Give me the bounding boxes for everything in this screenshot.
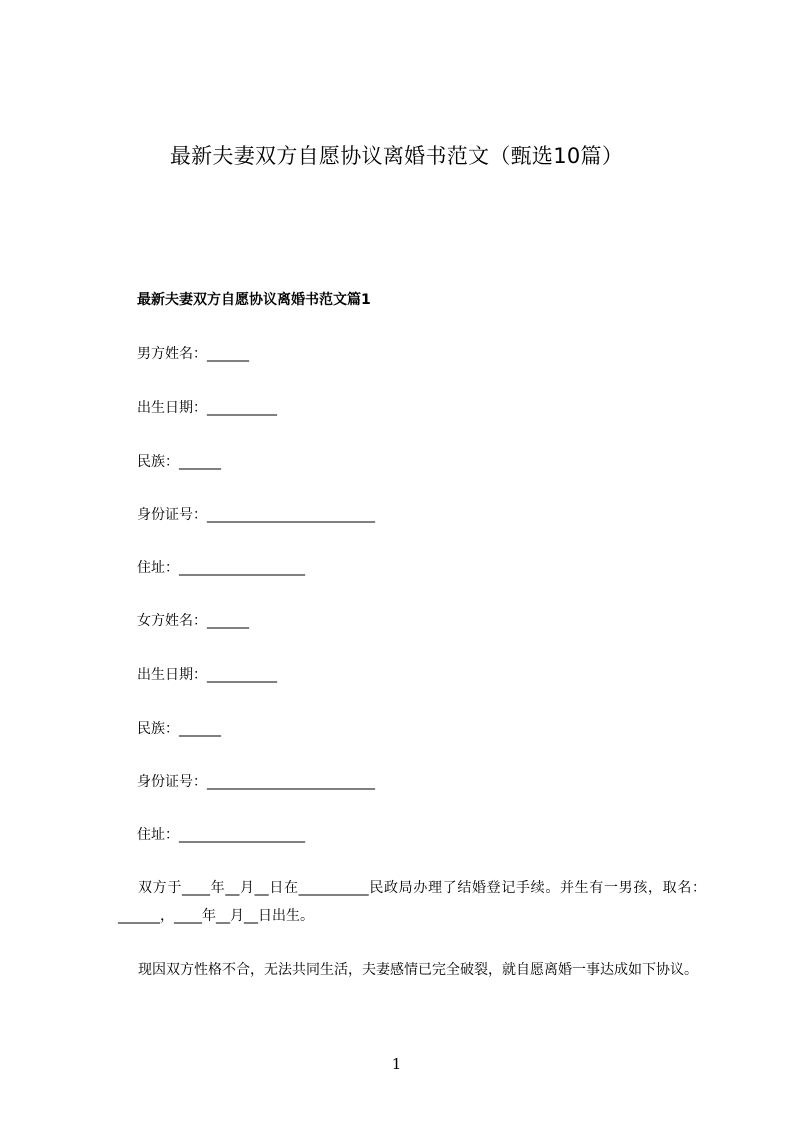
marriage-info-paragraph: 双方于____年__月__日在__________民政局办理了结婚登记手续。并生有一男孩，取名：______，____年__月__日出生。	[118, 880, 706, 924]
document-title: 最新夫妻双方自愿协议离婚书范文（甄选10篇）	[169, 144, 624, 168]
female-address-field: 住址：__________________	[137, 827, 305, 843]
male-id-number-field: 身份证号：________________________	[137, 507, 375, 523]
section-heading: 最新夫妻双方自愿协议离婚书范文篇1	[137, 292, 371, 308]
female-ethnicity-field: 民族：______	[137, 721, 221, 737]
agreement-intro-paragraph: 现因双方性格不合，无法共同生活，夫妻感情已完全破裂，就自愿离婚一事达成如下协议。	[138, 962, 698, 978]
male-birthdate-field: 出生日期：__________	[137, 400, 277, 416]
female-id-number-field: 身份证号：________________________	[137, 774, 375, 790]
female-name-field: 女方姓名：______	[137, 613, 249, 629]
male-name-field: 男方姓名：______	[137, 346, 249, 362]
male-address-field: 住址：__________________	[137, 560, 305, 576]
female-birthdate-field: 出生日期：__________	[137, 667, 277, 683]
page-number: 1	[391, 1055, 402, 1073]
male-ethnicity-field: 民族：______	[137, 454, 221, 470]
